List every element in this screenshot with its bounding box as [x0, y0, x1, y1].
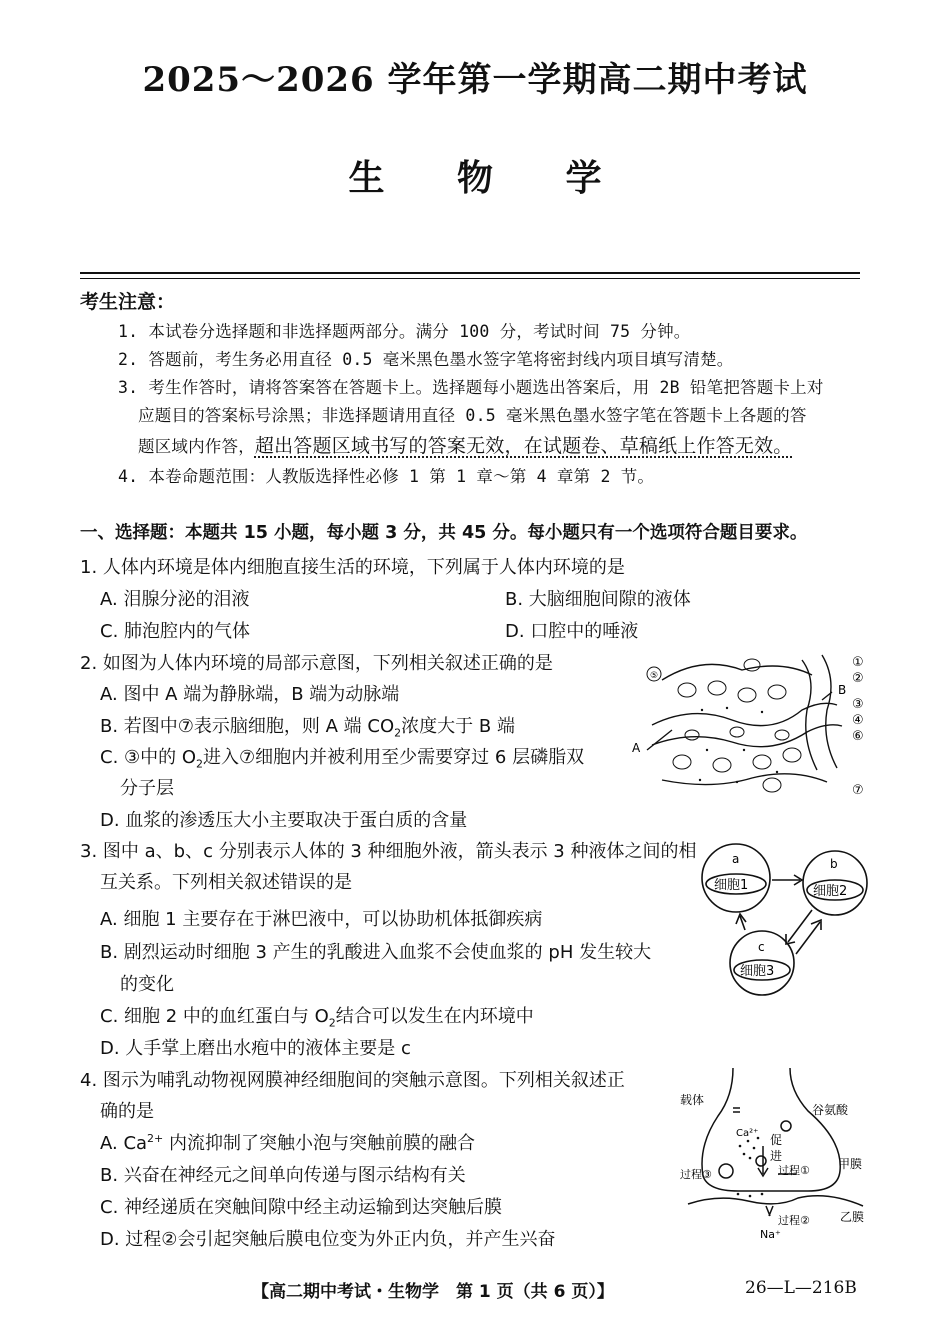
- q1-option-a: A. 泪腺分泌的泪液: [100, 589, 250, 610]
- carrier-protein: [733, 1108, 740, 1112]
- fig-label-3: ③: [852, 697, 864, 712]
- q3-c-sub: 2: [328, 1016, 336, 1030]
- q2-b-sub: 2: [394, 726, 402, 740]
- q3-stem-1: 3. 图中 a、b、c 分别表示人体的 3 种细胞外液，箭头表示 3 种液体之间的相: [80, 841, 697, 862]
- q2-b-post: 浓度大于 B 端: [401, 716, 515, 737]
- q2-c-post: 进入⑦细胞内并被利用至少需要穿过 6 层磷脂双: [203, 747, 585, 768]
- q4-option-d: D. 过程②会引起突触后膜电位变为外正内负，并产生兴奋: [100, 1229, 556, 1250]
- receptor-channel: [766, 1206, 773, 1216]
- page-footer: 【高二期中考试・生物学 第 1 页（共 6 页）】: [252, 1282, 614, 1302]
- q4-option-b: B. 兴奋在神经元之间单向传递与图示结构有关: [100, 1165, 466, 1186]
- label-ca: Ca²⁺: [736, 1128, 759, 1139]
- postsynaptic-membrane: [688, 1196, 863, 1206]
- q1-option-d: D. 口腔中的唾液: [505, 621, 639, 642]
- q4-option-c: C. 神经递质在突触间隙中经主动运输到达突触后膜: [100, 1197, 503, 1218]
- q2-option-a: A. 图中 A 端为静脉端，B 端为动脉端: [100, 684, 400, 705]
- q2-b-pre: B. 若图中⑦表示脑细胞，则 A 端 CO: [100, 716, 395, 737]
- q4-stem-2: 确的是: [100, 1101, 154, 1122]
- tissue-cell: [768, 685, 786, 699]
- capillary-wall-top: [662, 664, 812, 680]
- q4-option-a: [100, 1129, 475, 1155]
- label-glutamate: 谷氨酸: [812, 1103, 849, 1117]
- q3-option-b: B. 剧烈运动时细胞 3 产生的乳酸进入血浆不会使血浆的 pH 发生较大: [100, 942, 652, 963]
- label-cell-2: 细胞2: [813, 884, 848, 899]
- q3-c-pre: C. 细胞 2 中的血红蛋白与 O: [100, 1006, 329, 1027]
- capillary-wall-upper: [652, 703, 837, 725]
- q4-synapse-diagram: [678, 1066, 878, 1256]
- blood-cell: [685, 730, 699, 740]
- label-promote-2: 进: [770, 1149, 783, 1163]
- fig-label-1: ①: [852, 655, 864, 670]
- fig-label-7: ⑦: [852, 783, 864, 798]
- fig-label-6: ⑥: [852, 729, 864, 744]
- exam-title: 2025～2026 学年第一学期高二期中考试: [142, 60, 808, 100]
- q3-c-post: 结合可以发生在内环境中: [335, 1006, 534, 1027]
- label-membrane-a: 甲膜: [838, 1157, 863, 1171]
- q3-stem-2: 互关系。下列相关叙述错误的是: [100, 872, 352, 893]
- notice-item-1: 1. 本试卷分选择题和非选择题两部分。满分 100 分，考试时间 75 分钟。: [118, 322, 691, 341]
- q4-stem-1: 4. 图示为哺乳动物视网膜神经细胞间的突触示意图。下列相关叙述正: [80, 1070, 625, 1091]
- fig-label-4: ④: [852, 713, 864, 728]
- q3-option-d: D. 人手掌上磨出水疱中的液体主要是 c: [100, 1038, 411, 1059]
- label-process-1: 过程①: [778, 1164, 810, 1177]
- q1-option-b: B. 大脑细胞间隙的液体: [505, 589, 691, 610]
- fig-label-2: ②: [852, 671, 864, 686]
- q4-a-sup: 2+: [147, 1132, 164, 1145]
- capillary-wall-lower: [652, 725, 842, 747]
- label-a: a: [732, 852, 740, 866]
- q1-option-c: C. 肺泡腔内的气体: [100, 621, 251, 642]
- process-3-vesicle: [719, 1164, 733, 1178]
- blood-cell: [775, 730, 789, 740]
- label-process-3: 过程③: [680, 1168, 712, 1181]
- q3-option-c: [100, 1002, 534, 1030]
- notice-emphasis: 超出答题区域书写的答案无效，在试题卷、草稿纸上作答无效。: [254, 435, 793, 457]
- notice-item-3-end: [138, 431, 793, 458]
- paper-code: 26—L—216B: [745, 1278, 857, 1298]
- fig-label-5: ⑤: [650, 671, 659, 681]
- q3-fluid-diagram: [700, 838, 880, 998]
- notice-item-3-end-plain: 题区域内作答，: [138, 437, 255, 456]
- lymph-vessel-right: [822, 655, 837, 768]
- vesicle: [756, 1156, 766, 1166]
- glutamate-vesicle: [781, 1121, 791, 1131]
- q2-c-pre: C. ③中的 O: [100, 747, 197, 768]
- tissue-cell: [678, 683, 696, 697]
- label-promote-1: 促: [770, 1133, 783, 1147]
- q2-c-sub: 2: [196, 757, 204, 771]
- label-na: Na⁺: [760, 1228, 781, 1241]
- q4-a-post: 内流抑制了突触小泡与突触前膜的融合: [163, 1133, 475, 1154]
- tissue-cell: [708, 681, 726, 695]
- tissue-cell: [783, 748, 801, 762]
- q2-option-c-cont: 分子层: [120, 778, 174, 799]
- q1-stem: 1. 人体内环境是体内细胞直接生活的环境，下列属于人体内环境的是: [80, 557, 625, 578]
- q2-tissue-diagram: [632, 650, 872, 800]
- notice-heading: 考生注意：: [80, 291, 176, 313]
- label-carrier: 载体: [680, 1093, 705, 1107]
- label-process-2: 过程②: [778, 1214, 810, 1227]
- q4-a-pre: A. Ca: [100, 1133, 148, 1154]
- q3-option-a: A. 细胞 1 主要存在于淋巴液中，可以协助机体抵御疾病: [100, 909, 543, 930]
- label-membrane-b: 乙膜: [840, 1210, 865, 1224]
- notice-item-4: 4. 本卷命题范围：人教版选择性必修 1 第 1 章～第 4 章第 2 节。: [118, 467, 655, 486]
- lymph-vessel-left: [802, 660, 817, 770]
- tissue-boundary: [662, 774, 827, 785]
- header-rule-thin: [80, 278, 860, 279]
- label-c: c: [758, 940, 765, 954]
- tissue-cell: [673, 755, 691, 769]
- notice-item-3: 3. 考生作答时，请将答案答在答题卡上。选择题每小题选出答案后，用 2B 铅笔把答题卡上对: [118, 378, 824, 397]
- q2-option-d: D. 血浆的渗透压大小主要取决于蛋白质的含量: [100, 810, 468, 831]
- tissue-cell: [744, 659, 760, 671]
- tissue-cell: [753, 755, 771, 769]
- tissue-cell: [713, 758, 731, 772]
- blood-cell: [730, 727, 744, 737]
- q2-option-b: [100, 712, 515, 740]
- notice-item-3-cont: 应题目的答案标号涂黑；非选择题请用直径 0.5 毫米黑色墨水签字笔在答题卡上各题的答: [138, 406, 807, 425]
- tissue-cell: [738, 688, 756, 702]
- q3-option-b-cont: 的变化: [120, 974, 174, 995]
- fig-label-b: B: [838, 683, 847, 697]
- q2-stem: 2. 如图为人体内环境的局部示意图，下列相关叙述正确的是: [80, 653, 553, 674]
- header-rule-thick: [80, 272, 860, 274]
- section-heading: 一、选择题：本题共 15 小题，每小题 3 分，共 45 分。每小题只有一个选项符合题目要求。: [80, 523, 808, 543]
- label-cell-3: 细胞3: [740, 964, 775, 979]
- label-b: b: [830, 857, 838, 871]
- subject-title: 生 物 学: [348, 157, 632, 199]
- tissue-cell: [763, 778, 781, 792]
- notice-item-2: 2. 答题前，考生务必用直径 0.5 毫米黑色墨水签字笔将密封线内项目填写清楚。: [118, 350, 734, 369]
- label-cell-1: 细胞1: [714, 878, 749, 893]
- q2-option-c: [100, 743, 584, 771]
- fig-label-a: A: [632, 741, 641, 755]
- presynaptic-terminal: [702, 1068, 840, 1191]
